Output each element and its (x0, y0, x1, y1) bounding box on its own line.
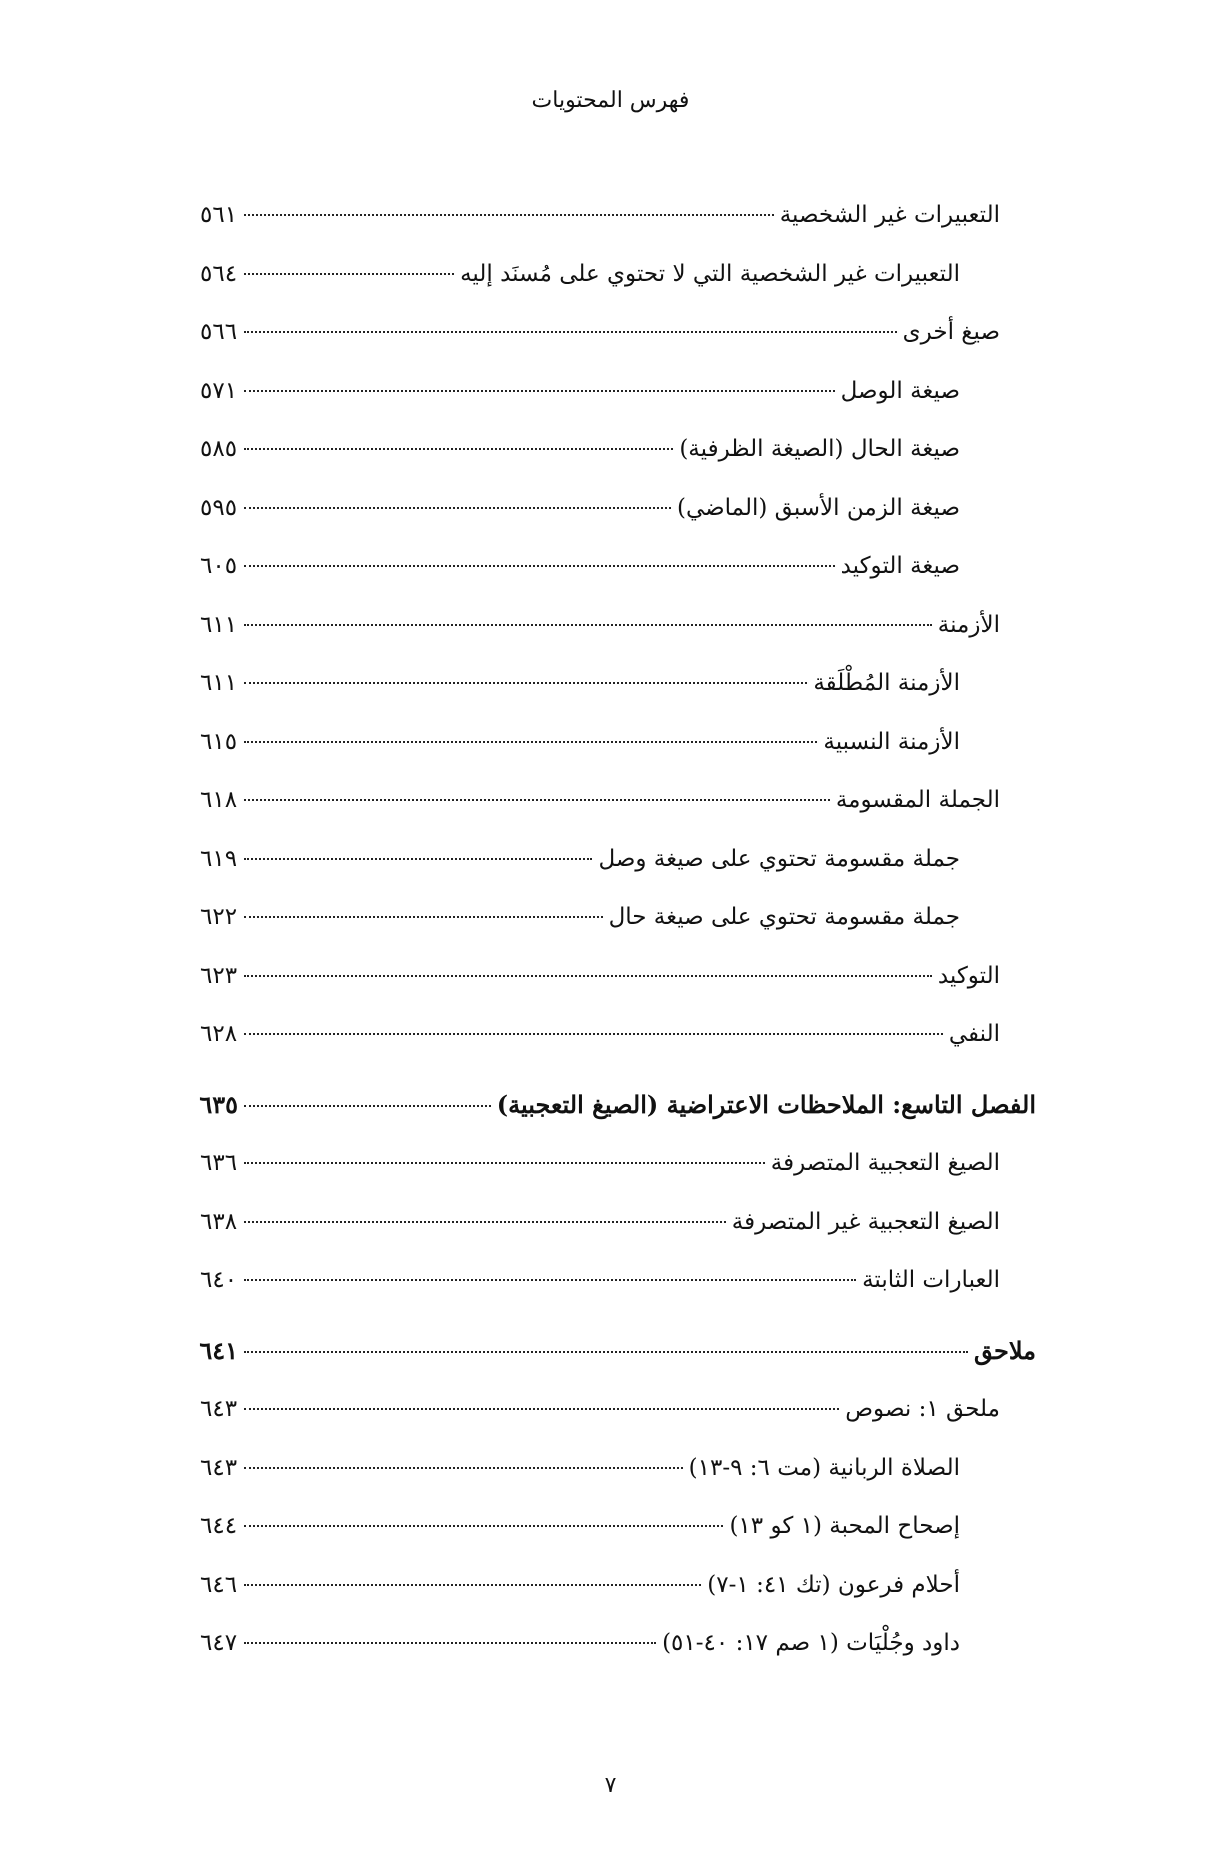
toc-entry-page: ٦٤٣ (200, 1396, 238, 1422)
toc-entry-page: ٥٨٥ (200, 436, 238, 462)
dot-leader (244, 448, 673, 450)
toc-entry-page: ٦١٨ (200, 787, 238, 813)
toc-entry-title: جملة مقسومة تحتوي على صيغة وصل (598, 845, 960, 872)
toc-entry-page: ٦١١ (200, 670, 238, 696)
toc-entry (200, 479, 1000, 538)
toc-entry-page: ٦٤٦ (200, 1571, 238, 1598)
dot-leader (244, 390, 835, 392)
page-number: ٧ (604, 1773, 617, 1798)
toc-entry-title: النفي (948, 1021, 1000, 1047)
dot-leader (244, 1162, 765, 1164)
toc-entry (200, 537, 1000, 596)
dot-leader (244, 1525, 723, 1527)
toc-entry-title: صيغة التوكيد (840, 553, 960, 579)
toc-entry (200, 654, 1000, 713)
toc-entry-title: صيغ أخرى (902, 319, 1000, 345)
dot-leader (244, 858, 592, 860)
dot-leader (244, 916, 603, 918)
toc-entry-title: داود وجُلْيَات (١ صم ١٧: ٤٠-٥١) (662, 1630, 960, 1656)
toc-entry (200, 303, 1000, 362)
toc-entry-title: الأزمنة (937, 611, 1000, 638)
dot-leader (244, 565, 835, 567)
dot-leader (244, 799, 830, 801)
toc-entry (200, 1439, 1000, 1498)
toc-entry-title: العبارات الثابتة (862, 1267, 1000, 1293)
toc-entry-page: ٥٧١ (200, 377, 238, 404)
dot-leader (244, 1351, 968, 1353)
dot-leader (244, 1221, 726, 1223)
toc-entry (200, 771, 1000, 830)
toc-entry (200, 1380, 1000, 1439)
toc-chapter-entry (199, 1076, 1036, 1135)
toc-entry-title: جملة مقسومة تحتوي على صيغة حال (608, 904, 960, 930)
toc-entry-page: ٦١٥ (200, 728, 238, 755)
toc-entry-page: ٥٦٤ (200, 260, 238, 287)
toc-entry-page: ٥٦١ (200, 202, 238, 228)
dot-leader (244, 1033, 943, 1035)
toc-entry-title: الصيغ التعجبية غير المتصرفة (731, 1208, 1000, 1235)
toc-entry-page: ٦٤٤ (200, 1513, 238, 1539)
dot-leader (244, 1105, 491, 1107)
toc-entry-title: أحلام فرعون (تك ٤١: ١-٧) (707, 1571, 960, 1598)
toc-entry-title: الأزمنة النسبية (823, 728, 960, 755)
toc-entry (200, 1251, 1000, 1310)
dot-leader (244, 331, 897, 333)
dot-leader (244, 682, 807, 684)
dot-leader (244, 214, 774, 216)
toc-entry-page: ٦٣٥ (199, 1089, 238, 1119)
toc-entry-page: ٥٦٦ (200, 319, 238, 345)
dot-leader (244, 741, 817, 743)
toc-entry-title: ملاحق (973, 1335, 1036, 1365)
toc-entry (200, 362, 1000, 421)
toc-entry (200, 245, 1000, 304)
toc-entry-page: ٦٢٨ (200, 1021, 238, 1047)
dot-leader (244, 1279, 856, 1281)
toc-entry (200, 1134, 1000, 1193)
dot-leader (244, 1408, 839, 1410)
toc-entry-page: ٦٤٠ (200, 1267, 238, 1293)
toc-entry-title: ملحق ١: نصوص (845, 1396, 1000, 1422)
toc-entry-title: صيغة الوصل (840, 377, 960, 404)
dot-leader (244, 1642, 656, 1644)
toc-entry (200, 713, 1000, 772)
toc-entry-title: الصيغ التعجبية المتصرفة (770, 1150, 1000, 1176)
dot-leader (244, 624, 932, 626)
toc-entry (200, 1497, 1000, 1556)
toc-entry (200, 888, 1000, 947)
page-header: فهرس المحتويات (531, 88, 690, 113)
toc-entry (200, 947, 1000, 1006)
table-of-contents (199, 186, 1036, 1673)
toc-entry (200, 1005, 1000, 1064)
toc-entry-page: ٦٠٥ (200, 553, 238, 579)
toc-entry-title: إصحاح المحبة (١ كو ١٣) (729, 1513, 960, 1539)
toc-entry-page: ٦١٩ (200, 845, 238, 872)
toc-entry (200, 596, 1000, 655)
toc-entry-title: صيغة الحال (الصيغة الظرفية) (679, 436, 960, 462)
toc-entry-title: التوكيد (937, 962, 1000, 989)
toc-entry-page: ٦٣٦ (200, 1150, 238, 1176)
toc-entry-page: ٥٩٥ (200, 494, 238, 521)
toc-entry (200, 1614, 1000, 1673)
dot-leader (244, 1584, 701, 1586)
toc-entry-title: التعبيرات غير الشخصية التي لا تحتوي على مُسنَد إليه (460, 260, 960, 287)
toc-entry-page: ٦٣٨ (200, 1208, 238, 1235)
toc-entry-title: الصلاة الربانية (مت ٦: ٩-١٣) (688, 1454, 960, 1481)
toc-entry-page: ٦٤٣ (200, 1454, 238, 1481)
dot-leader (244, 273, 454, 275)
toc-entry-title: الجملة المقسومة (835, 787, 1000, 813)
toc-entry (200, 420, 1000, 479)
toc-entry-page: ٦٢٣ (200, 962, 238, 989)
toc-chapter-entry (199, 1322, 1036, 1381)
dot-leader (244, 975, 932, 977)
toc-entry (200, 1193, 1000, 1252)
dot-leader (244, 507, 671, 509)
toc-entry-title: الأزمنة المُطْلَقة (813, 670, 960, 696)
toc-entry-title: الفصل التاسع: الملاحظات الاعتراضية (الصيغ التعجبية) (496, 1089, 1036, 1119)
toc-entry-page: ٦١١ (200, 611, 238, 638)
toc-entry-page: ٦٢٢ (200, 904, 238, 930)
toc-entry-page: ٦٤١ (199, 1335, 238, 1365)
toc-entry-title: صيغة الزمن الأسبق (الماضي) (677, 494, 960, 521)
toc-entry (200, 1556, 1000, 1615)
toc-entry (200, 830, 1000, 889)
toc-entry (200, 186, 1000, 245)
toc-entry-page: ٦٤٧ (200, 1630, 238, 1656)
toc-entry-title: التعبيرات غير الشخصية (779, 202, 1000, 228)
dot-leader (244, 1467, 683, 1469)
